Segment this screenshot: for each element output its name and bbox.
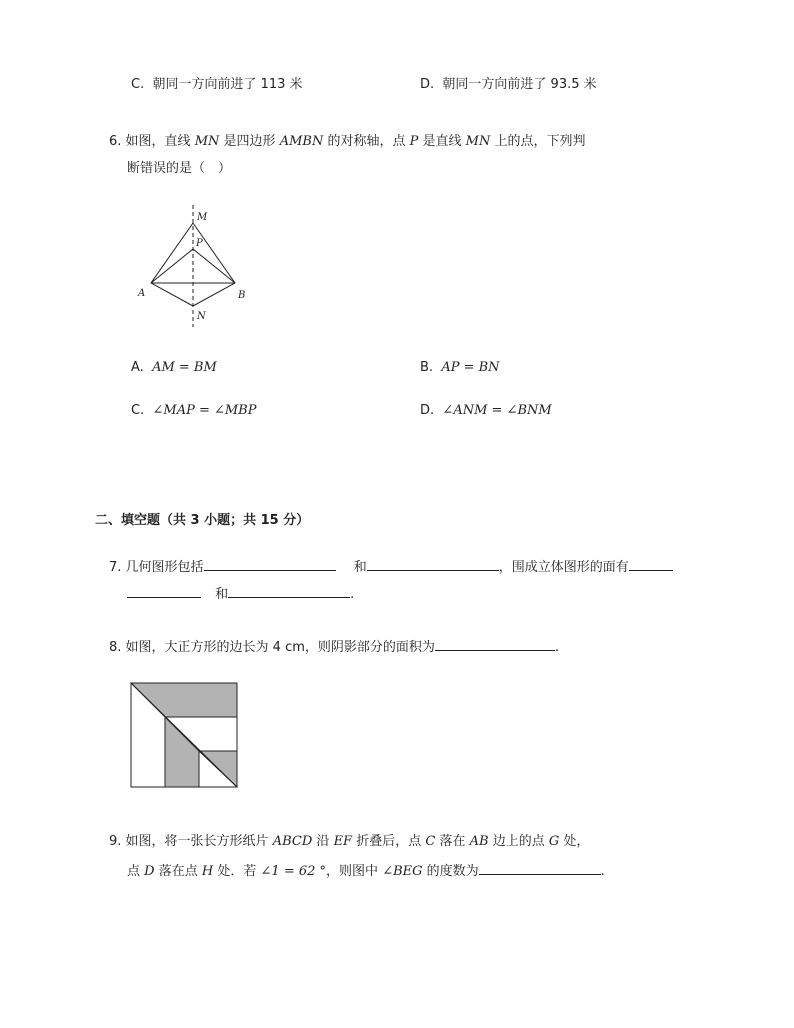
q6-option-c: C. ∠MAP = ∠MBP	[131, 403, 257, 418]
q9-stem-line2: 点 D 落在点 H 处．若 ∠1 = 62 °，则图中 ∠BEG 的度数为 .	[127, 860, 605, 881]
q5-option-c: C. 朝同一方向前进了 113 米	[131, 77, 303, 92]
q6-option-d: D. ∠ANM = ∠BNM	[420, 403, 552, 418]
answer-blank[interactable]	[479, 860, 601, 875]
section-heading: 二、填空题（共 3 小题；共 15 分）	[95, 513, 310, 528]
label-a: A	[138, 288, 146, 299]
label-p: P	[196, 238, 203, 249]
q9-stem-line1: 9. 如图，将一张长方形纸片 ABCD 沿 EF 折叠后，点 C 落在 AB 边上的点 G 处，	[109, 834, 590, 849]
q6-stem-line1: 6. 如图，直线 MN 是四边形 AMBN 的对称轴，点 P 是直线 MN 上的点，下列判	[109, 134, 586, 149]
q5-option-d: D. 朝同一方向前进了 93.5 米	[420, 77, 597, 92]
q8-figure	[130, 682, 238, 788]
answer-blank[interactable]	[367, 556, 499, 571]
label-n: N	[197, 311, 206, 322]
answer-blank[interactable]	[435, 636, 555, 651]
q6-stem-line2: 断错误的是（ ）	[127, 161, 232, 176]
answer-blank[interactable]	[629, 556, 673, 571]
q8-stem: 8. 如图，大正方形的边长为 4 cm，则阴影部分的面积为 .	[109, 636, 559, 657]
segment-bp	[193, 249, 235, 283]
q6-figure	[135, 203, 255, 328]
q7-line1: 7. 几何图形包括 和 ，围成立体图形的面有	[109, 556, 673, 577]
segment-ap	[151, 249, 193, 283]
answer-blank[interactable]	[127, 583, 201, 598]
q7-line2: 和 .	[127, 583, 354, 604]
q9-number: 9.	[109, 834, 122, 849]
q8-number: 8.	[109, 640, 122, 655]
answer-blank[interactable]	[204, 556, 336, 571]
label-b: B	[238, 290, 246, 301]
q6-option-b: B. AP = BN	[420, 360, 500, 375]
q6-option-a: A. AM = BM	[131, 360, 217, 375]
label-m: M	[197, 212, 208, 223]
q6-number: 6.	[109, 134, 122, 149]
q7-number: 7.	[109, 560, 122, 575]
answer-blank[interactable]	[228, 583, 350, 598]
